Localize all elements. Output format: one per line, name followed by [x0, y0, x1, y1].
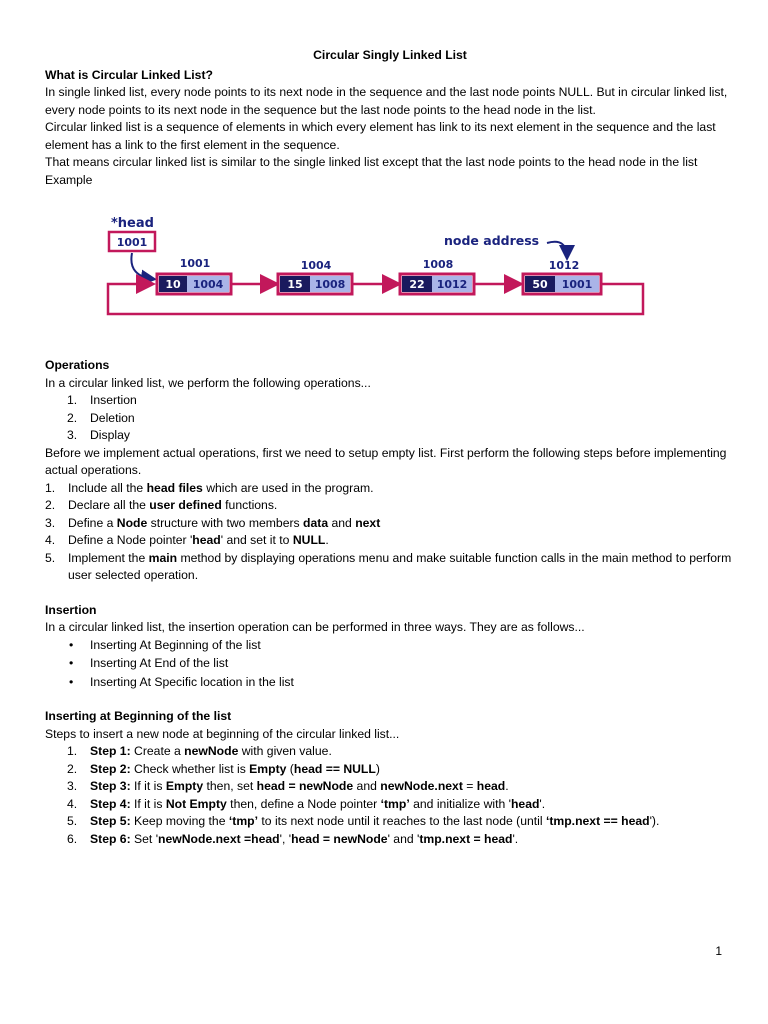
head-value: 1001	[116, 236, 148, 249]
intro-paragraph-1: In single linked list, every node points to its next node in the sequence and the last node points NULL. But in circular linked list, every node points to its next node in the sequence but the last node points to the head node in the list.	[45, 85, 728, 117]
beginning-heading: Inserting at Beginning of the list	[45, 709, 232, 723]
intro-paragraph-2: Circular linked list is a sequence of elements in which every element has link to its next element in the sequence and the last element has a link to the first element in the sequence.	[45, 120, 716, 152]
page-title: Circular Singly Linked List	[313, 48, 467, 62]
node-4-data: 50	[532, 278, 548, 291]
beginning-steps-list	[45, 743, 735, 848]
node-1-next: 1004	[192, 278, 224, 291]
setup-steps-list	[45, 480, 735, 585]
list-item: 3. Step 3: If it is Empty then, set head = newNode and newNode.next = head.	[67, 779, 509, 793]
node-address-1001: 1001	[179, 257, 211, 270]
node-address-1008: 1008	[422, 258, 454, 271]
list-item: • Inserting At Beginning of the list	[69, 637, 261, 652]
circular-list-diagram	[45, 189, 735, 357]
beginning-intro: Steps to insert a new node at beginning of the circular linked list...	[45, 726, 400, 741]
intro-paragraph-3: That means circular linked list is similar to the single linked list except that the last node points to the head node in the list	[45, 155, 698, 169]
list-item: 1. Step 1: Create a newNode with given value.	[67, 744, 332, 758]
operations-intro: In a circular linked list, we perform the following operations...	[45, 375, 371, 390]
node-3-next: 1012	[436, 278, 468, 291]
list-item: • Inserting At End of the list	[69, 656, 229, 670]
insertion-heading: Insertion	[45, 602, 97, 617]
insertion-intro: In a circular linked list, the insertion operation can be performed in three ways. They are as follows...	[45, 620, 585, 634]
list-item: 2. Declare all the user defined functions.	[45, 498, 278, 512]
list-item: 6. Step 6: Set 'newNode.next =head', 'head = newNode' and 'tmp.next = head'.	[67, 831, 519, 846]
list-item: 4. Step 4: If it is Not Empty then, define a Node pointer ‘tmp’ and initialize with 'head'.	[67, 796, 546, 811]
list-item: • Inserting At Specific location in the list	[69, 674, 294, 689]
document-page	[45, 47, 735, 848]
page-number: 1	[715, 944, 722, 958]
node-4-next: 1001	[561, 278, 593, 291]
list-item: 2. Deletion	[67, 410, 135, 425]
node-3-data: 22	[409, 278, 425, 291]
list-item: 5. Implement the main method by displaying operations menu and make suitable function calls in the main method to perform user selected operation.	[45, 550, 732, 582]
setup-paragraph: Before we implement actual operations, first we need to setup empty list. First perform the following steps before implementing actual operations.	[45, 445, 727, 477]
what-heading: What is Circular Linked List?	[45, 67, 213, 82]
head-arrow	[131, 253, 153, 279]
node-address-1004: 1004	[300, 259, 332, 272]
list-item: 1. Include all the head files which are used in the program.	[45, 480, 374, 495]
head-label: *head	[111, 216, 154, 231]
list-item: 1. Insertion	[67, 393, 137, 407]
node-1-data: 10	[165, 278, 181, 291]
node-address-arrow	[547, 242, 567, 257]
node-address-label: node address	[444, 233, 540, 248]
insertion-ways-list	[45, 637, 735, 692]
list-item: 2. Step 2: Check whether list is Empty (head == NULL)	[67, 761, 380, 776]
list-item: 5. Step 5: Keep moving the ‘tmp’ to its next node until it reaches to the last node (until ‘tmp.next == head').	[67, 814, 660, 828]
list-item: 3. Display	[67, 428, 130, 442]
node-address-1012: 1012	[548, 259, 580, 272]
operations-list	[45, 392, 735, 445]
example-label: Example	[45, 172, 93, 187]
node-2-data: 15	[287, 278, 303, 291]
diagram-svg	[45, 189, 735, 357]
list-item: 4. Define a Node pointer 'head' and set it to NULL.	[45, 533, 329, 547]
list-item: 3. Define a Node structure with two members data and next	[45, 515, 381, 530]
operations-heading: Operations	[45, 358, 110, 372]
node-2-next: 1008	[314, 278, 346, 291]
